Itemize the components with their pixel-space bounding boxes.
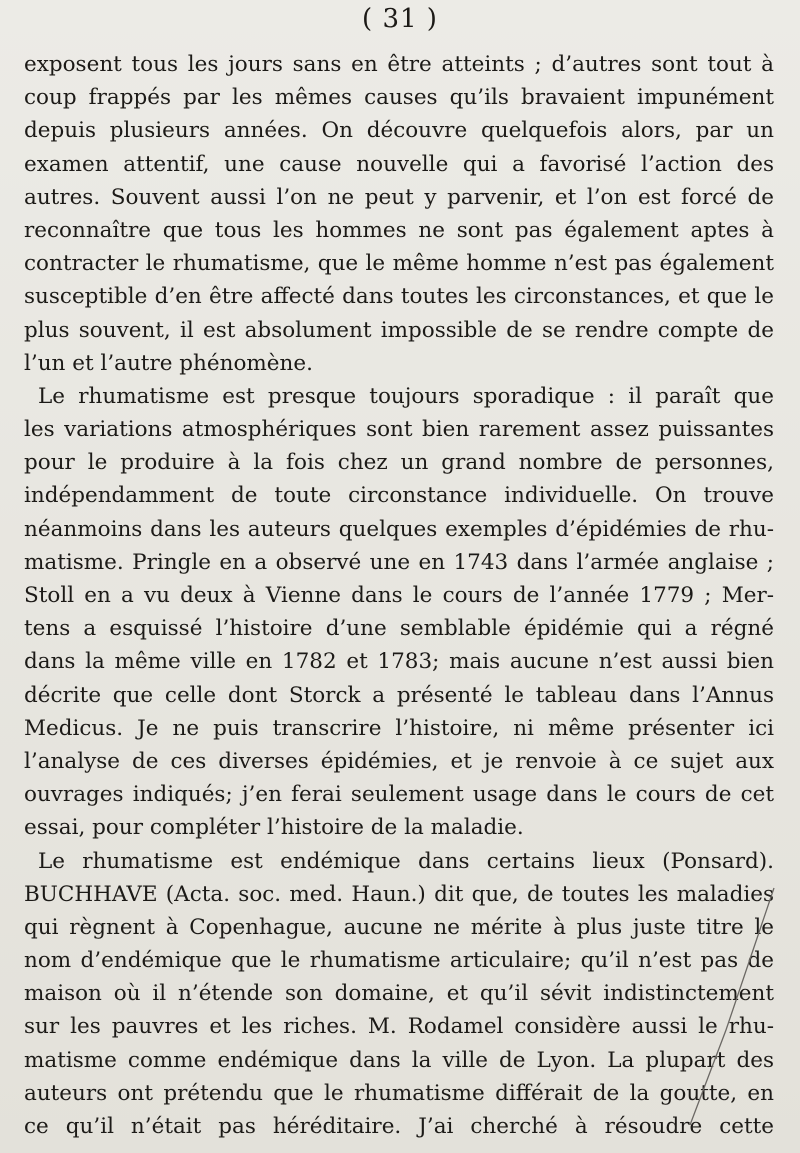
text-line: indépendamment de toute circonstance individuelle. On trouve xyxy=(24,483,774,509)
text-line: BUCHHAVE (Acta. soc. med. Haun.) dit que, de toutes les maladies xyxy=(24,881,774,907)
page-number: ( 31 ) xyxy=(362,4,438,34)
text-line: dans la même ville en 1782 et 1783; mais aucune n’est aussi bien xyxy=(24,649,774,675)
paragraph-start-line: Le rhumatisme est presque toujours sporadique : il paraît que xyxy=(38,383,774,409)
paragraph-end-line: essai, pour compléter l’histoire de la maladie. xyxy=(24,815,524,841)
text-line: néanmoins dans les auteurs quelques exemples d’épidémies de rhu- xyxy=(24,516,774,542)
text-line: matisme. Pringle en a observé une en 1743 dans l’armée anglaise ; xyxy=(24,549,774,575)
text-line: autres. Souvent aussi l’on ne peut y parvenir, et l’on est forcé de xyxy=(24,184,774,210)
paragraph-end-line: l’un et l’autre phénomène. xyxy=(24,350,313,376)
text-line: exposent tous les jours sans en être atteints ; d’autres sont tout à xyxy=(24,52,774,77)
text-line: examen attentif, une cause nouvelle qui a favorisé l’action des xyxy=(24,151,774,177)
text-line: tens a esquissé l’histoire d’une semblable épidémie qui a régné xyxy=(24,616,774,642)
text-line: coup frappés par les mêmes causes qu’ils bravaient impunément xyxy=(24,85,774,111)
text-line: matisme comme endémique dans la ville de Lyon. La plupart des xyxy=(24,1047,774,1073)
text-line: sur les pauvres et les riches. M. Rodamel considère aussi le rhu- xyxy=(24,1014,774,1040)
text-line: décrite que celle dont Storck a présenté le tableau dans l’Annus xyxy=(24,682,774,708)
text-line: les variations atmosphériques sont bien rarement assez puissantes xyxy=(24,417,774,443)
text-line: depuis plusieurs années. On découvre quelquefois alors, par un xyxy=(24,118,774,144)
text-line: contracter le rhumatisme, que le même homme n’est pas également xyxy=(24,251,774,277)
paragraph-start-line: Le rhumatisme est endémique dans certains lieux (Ponsard). xyxy=(38,848,774,874)
text-line: plus souvent, il est absolument impossible de se rendre compte de xyxy=(24,317,774,343)
text-line: Stoll en a vu deux à Vienne dans le cours de l’année 1779 ; Mer- xyxy=(24,583,774,608)
text-line: maison où il n’étende son domaine, et qu’il sévit indistinctement xyxy=(24,981,774,1007)
text-line: ouvrages indiqués; j’en ferai seulement usage dans le cours de cet xyxy=(24,782,774,808)
text-line: pour le produire à la fois chez un grand nombre de personnes, xyxy=(24,450,774,476)
text-line: Medicus. Je ne puis transcrire l’histoire, ni même présenter ici xyxy=(24,715,774,741)
text-line: nom d’endémique que le rhumatisme articulaire; qu’il n’est pas de xyxy=(24,948,774,974)
text-line: ce qu’il n’était pas héréditaire. J’ai cherché à résoudre cette xyxy=(24,1114,774,1139)
text-line: susceptible d’en être affecté dans toutes les circonstances, et que le xyxy=(24,284,774,310)
body-text xyxy=(24,48,774,1143)
text-line: reconnaître que tous les hommes ne sont pas également aptes à xyxy=(24,217,774,243)
text-line: qui règnent à Copenhague, aucune ne mérite à plus juste titre le xyxy=(24,914,774,940)
text-line: auteurs ont prétendu que le rhumatisme différait de la goutte, en xyxy=(24,1080,774,1106)
text-line: l’analyse de ces diverses épidémies, et je renvoie à ce sujet aux xyxy=(24,748,774,774)
